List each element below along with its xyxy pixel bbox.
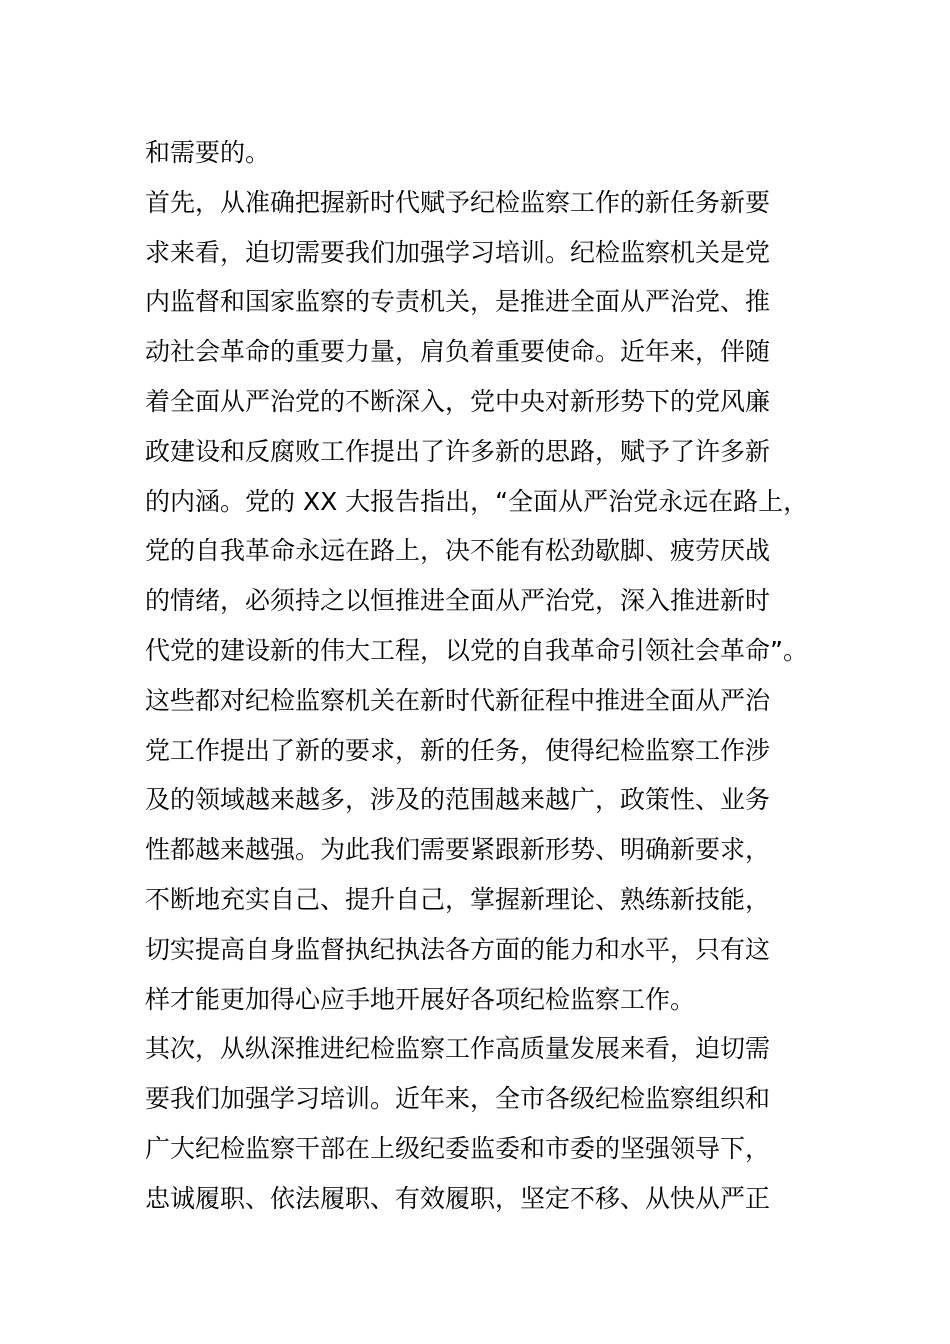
text-line: 动社会革命的重要力量，肩负着重要使命。近年来，伴随	[145, 337, 771, 367]
text-line: 性都越来越强。为此我们需要紧跟新形势、明确新要求，	[145, 835, 771, 865]
text-line: 和需要的。	[145, 138, 271, 167]
text-line: 不断地充实自己、提升自己，掌握新理论、熟练新技能，	[145, 884, 771, 914]
text-line: 及的领域越来越多，涉及的范围越来越广，政策性、业务	[145, 785, 771, 815]
text-line: 其次，从纵深推进纪检监察工作高质量发展来看，迫切需	[145, 1034, 771, 1064]
text-line: 广大纪检监察干部在上级纪委监委和市委的坚强领导下，	[145, 1133, 771, 1163]
text-line: 样才能更加得心应手地开展好各项纪检监察工作。	[145, 984, 696, 1014]
text-line: 首先，从准确把握新时代赋予纪检监察工作的新任务新要	[145, 187, 771, 217]
text-line: 这些都对纪检监察机关在新时代新征程中推进全面从严治	[145, 685, 771, 715]
text-line: 求来看，迫切需要我们加强学习培训。纪检监察机关是党	[145, 237, 771, 267]
text-line: 忠诚履职、依法履职、有效履职，坚定不移、从快从严正	[145, 1183, 771, 1213]
text-line: 党工作提出了新的要求，新的任务，使得纪检监察工作涉	[145, 735, 771, 765]
body-text	[145, 128, 825, 1224]
text-line: 切实提高自身监督执纪执法各方面的能力和水平，只有这	[145, 934, 771, 964]
text-line: 政建设和反腐败工作提出了许多新的思路，赋予了许多新	[145, 436, 771, 466]
text-line: 要我们加强学习培训。近年来，全市各级纪检监察组织和	[145, 1084, 771, 1114]
text-line: 着全面从严治党的不断深入，党中央对新形势下的党风廉	[145, 386, 771, 416]
text-line: 的内涵。党的 XX 大报告指出，“全面从严治党永远在路上，	[145, 486, 809, 516]
text-line: 代党的建设新的伟大工程，以党的自我革命引领社会革命”。	[145, 635, 808, 665]
text-line: 的情绪，必须持之以恒推进全面从严治党，深入推进新时	[145, 586, 771, 616]
text-line: 党的自我革命永远在路上，决不能有松劲歇脚、疲劳厌战	[145, 536, 771, 566]
text-line: 内监督和国家监察的专责机关，是推进全面从严治党、推	[145, 287, 771, 317]
